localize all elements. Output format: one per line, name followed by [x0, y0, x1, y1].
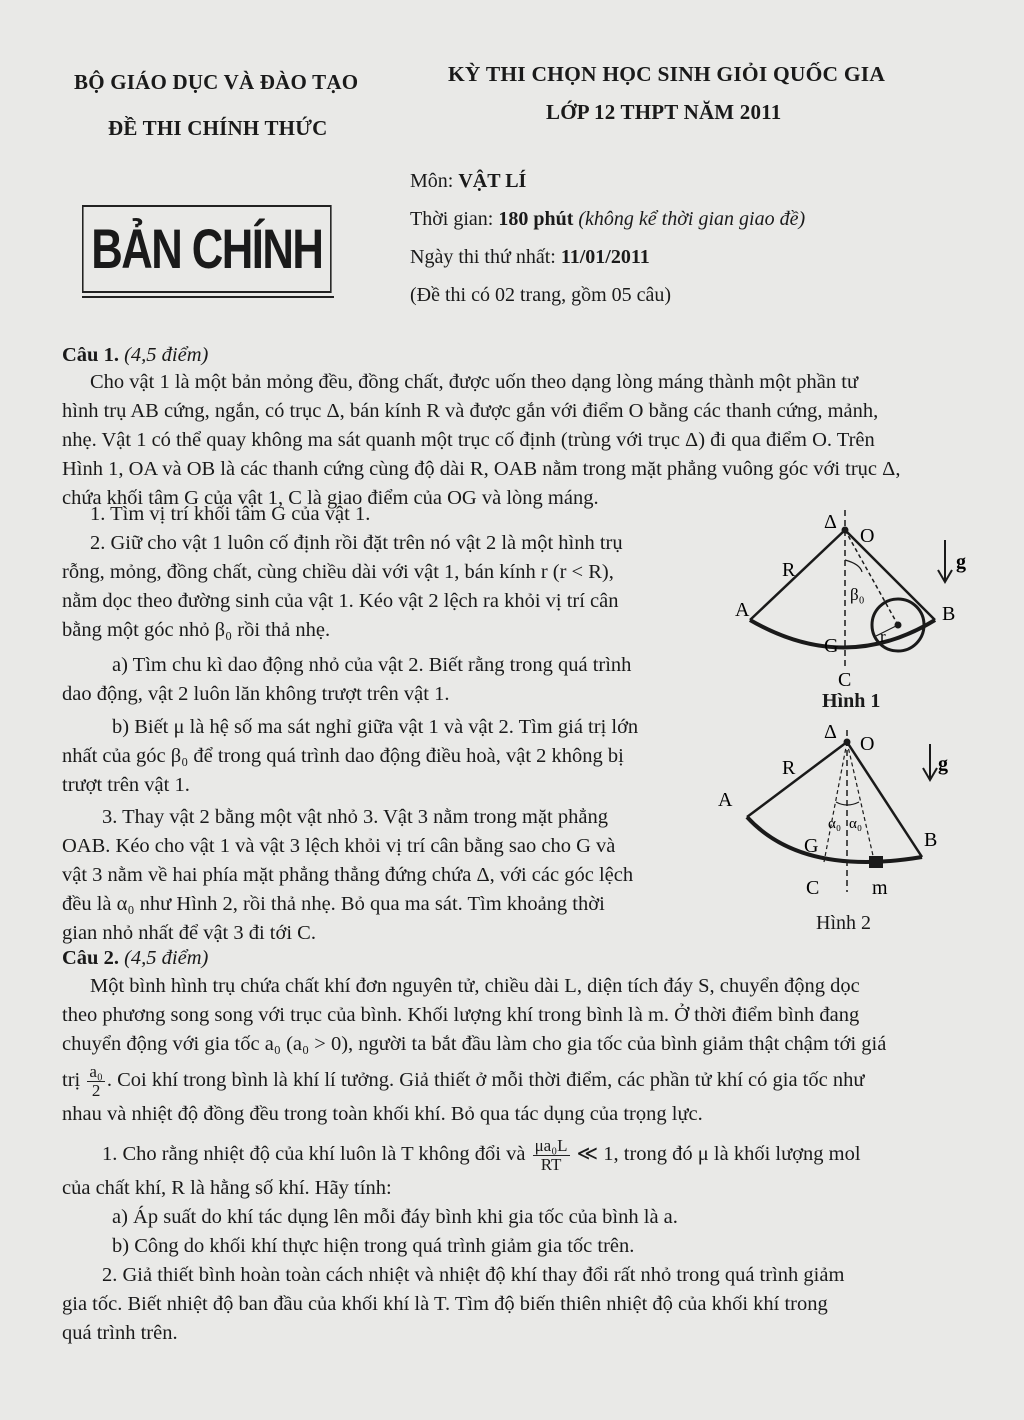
- q1-item-3-line: gian nhỏ nhất để vật 3 đi tới C.: [62, 922, 316, 944]
- time-note: (không kể thời gian giao đề): [578, 208, 806, 230]
- q2-line-fraction: [62, 1063, 972, 1100]
- q1-item-2a-line: dao động, vật 2 luôn lăn không trượt trên vật 1.: [62, 683, 450, 705]
- q1-item-2a-line: a) Tìm chu kì dao động nhỏ của vật 2. Biết rằng trong quá trình: [112, 654, 632, 676]
- q1-intro-line: hình trụ AB cứng, ngắn, có trục Δ, bán kính R và được gắn với điểm O bằng các thanh cứng, mảnh,: [62, 400, 879, 422]
- fraction-numerator: a₀: [89, 1062, 103, 1081]
- fig2-label-g-vector: g: [938, 753, 948, 775]
- fig1-label-r-big: R: [782, 559, 796, 581]
- time-value: 180 phút: [498, 208, 574, 230]
- q2-line: của chất khí, R là hằng số khí. Hãy tính:: [62, 1177, 392, 1199]
- subject-label: Môn:: [410, 170, 459, 192]
- fig1-label-g: G: [824, 635, 839, 657]
- official-label: ĐỀ THI CHÍNH THỨC: [108, 116, 328, 140]
- fig2-label-c: C: [806, 877, 820, 899]
- fig1-label-c: C: [838, 669, 852, 691]
- q1-item-2-line: rỗng, mỏng, đồng chất, cùng chiều dài với vật 1, bán kính r (r < R),: [62, 561, 614, 583]
- figure-2-caption: Hình 2: [816, 912, 871, 934]
- date-label: Ngày thi thứ nhất:: [410, 246, 561, 268]
- rod-ob: [847, 742, 922, 857]
- fraction-denominator: RT: [540, 1155, 562, 1174]
- date-line: [410, 246, 650, 269]
- q1-item-2b-line: b) Biết μ là hệ số ma sát nghỉ giữa vật 1 và vật 2. Tìm giá trị lớn: [112, 716, 639, 738]
- exam-grade: LỚP 12 THPT NĂM 2011: [546, 100, 782, 124]
- q1-item-2-line: 2. Giữ cho vật 1 luôn cố định rồi đặt trên nó vật 2 là một hình trụ: [90, 532, 623, 554]
- q1-item-3-line: 3. Thay vật 2 bằng một vật nhỏ 3. Vật 3 nằm trong mặt phẳng: [102, 806, 608, 828]
- fraction-mu-a0-l-over-rt: [533, 1137, 570, 1174]
- q1-points: (4,5 điểm): [124, 344, 209, 366]
- q2-body: [62, 972, 972, 1348]
- q1-item-2-line: nằm dọc theo đường sinh của vật 1. Kéo vật 2 lệch ra khỏi vị trí cân: [62, 590, 619, 612]
- pages-note: (Đề thi có 02 trang, gồm 05 câu): [410, 284, 672, 306]
- q1-item-3-line: vật 3 nằm về hai phía mặt phẳng thẳng đứng chứa Δ, với các góc lệch: [62, 864, 634, 886]
- fraction-a0-over-2: [87, 1063, 104, 1100]
- q2-line: chuyển động với gia tốc a₀ (a₀ > 0), người ta bắt đầu làm cho gia tốc của bình giảm thật chậm tới giá: [62, 1033, 887, 1055]
- q2-sub1b: b) Công do khối khí thực hiện trong quá trình giảm gia tốc trên.: [112, 1235, 635, 1257]
- subject-line: [410, 170, 526, 193]
- fig2-label-b: B: [924, 829, 938, 851]
- q1-item-2-line: bằng một góc nhỏ β₀ rồi thả nhẹ.: [62, 619, 331, 641]
- q1-item-3-line: OAB. Kéo cho vật 1 và vật 3 lệch khỏi vị trí cân bằng sao cho G và: [62, 835, 616, 857]
- fig1-label-delta: Δ: [824, 511, 837, 533]
- fraction-numerator: μa₀L: [534, 1136, 568, 1155]
- fraction-denominator: 2: [91, 1081, 101, 1100]
- q2-line-pre: trị: [62, 1069, 81, 1092]
- fig2-label-alpha-left: α₀: [828, 816, 842, 832]
- q2-sub1-post: ≪ 1, trong đó μ là khối lượng mol: [576, 1143, 861, 1166]
- q1-heading: [62, 341, 208, 370]
- line-om: [847, 742, 874, 860]
- q1-intro-line: nhẹ. Vật 1 có thể quay không ma sát quanh một trục cố định (trùng với trục Δ) đi qua điểm O. Trên: [62, 429, 875, 451]
- fig1-label-r-small: r: [880, 627, 886, 646]
- stamp-underline: [82, 296, 334, 298]
- ministry-name: BỘ GIÁO DỤC VÀ ĐÀO TẠO: [74, 70, 359, 94]
- fig1-label-b: B: [942, 603, 956, 625]
- rod-ob: [845, 530, 935, 620]
- fig2-label-delta: Δ: [824, 722, 837, 743]
- fig2-label-r: R: [782, 757, 796, 779]
- q2-line-post: . Coi khí trong bình là khí lí tưởng. Giả thiết ở mỗi thời điểm, các phần tử khí có gia tốc như: [106, 1069, 865, 1092]
- fig2-label-a: A: [718, 789, 733, 811]
- fig2-label-o: O: [860, 733, 875, 755]
- fig2-label-m: m: [872, 877, 888, 899]
- q1-title: Câu 1.: [62, 344, 119, 366]
- pivot-o: [842, 527, 848, 533]
- q2-sub2-line: quá trình trên.: [62, 1322, 178, 1344]
- q2-sub1-line: [62, 1137, 972, 1174]
- q1-intro: [62, 368, 972, 513]
- mass-m: [869, 856, 883, 868]
- cylinder-center: [895, 622, 901, 628]
- figure-1-caption: Hình 1: [822, 690, 881, 712]
- q2-title: Câu 2.: [62, 947, 119, 969]
- figure-1-diagram: [720, 500, 980, 720]
- rod-oa: [750, 530, 845, 620]
- q1-item-1: 1. Tìm vị trí khối tâm G của vật 1.: [90, 503, 371, 525]
- subject-value: VẬT LÍ: [458, 170, 527, 192]
- rod-oa: [747, 742, 847, 817]
- time-line: [410, 208, 805, 231]
- official-copy-stamp: BẢN CHÍNH: [82, 205, 332, 293]
- pivot-o: [844, 739, 850, 745]
- fig1-label-beta: β₀: [850, 585, 865, 604]
- date-value: 11/01/2011: [560, 246, 650, 268]
- q2-heading: [62, 944, 208, 973]
- trough-arc: [750, 620, 935, 648]
- q1-item-2b-line: trượt trên vật 1.: [62, 774, 190, 796]
- exam-title: KỲ THI CHỌN HỌC SINH GIỎI QUỐC GIA: [448, 62, 886, 86]
- q2-sub1-pre: 1. Cho rằng nhiệt độ của khí luôn là T không đổi và: [102, 1143, 526, 1166]
- q2-sub2-line: 2. Giả thiết bình hoàn toàn cách nhiệt và nhiệt độ khí thay đổi rất nhỏ trong quá trình giảm: [102, 1264, 845, 1286]
- fig1-label-g-vector: g: [956, 551, 966, 573]
- line-og: [824, 742, 847, 862]
- q1-items: [62, 500, 704, 948]
- q2-line: nhau và nhiệt độ đồng đều trong toàn khối khí. Bỏ qua tác dụng của trọng lực.: [62, 1103, 703, 1125]
- fig2-label-alpha-right: α₀: [849, 816, 863, 832]
- q1-intro-line: Cho vật 1 là một bản mỏng đều, đồng chất, được uốn theo dạng lòng máng thành một phần tư: [90, 371, 859, 393]
- q2-line: theo phương song song với trục của bình. Khối lượng khí trong bình là m. Ở thời điểm bình đang: [62, 1004, 860, 1026]
- q2-line: Một bình hình trụ chứa chất khí đơn nguyên tử, chiều dài L, diện tích đáy S, chuyển động dọc: [90, 975, 860, 997]
- fig1-label-o: O: [860, 525, 875, 547]
- q2-sub2-line: gia tốc. Biết nhiệt độ ban đầu của khối khí là T. Tìm độ biến thiên nhiệt độ của khối khí trong: [62, 1293, 828, 1315]
- q1-intro-line: Hình 1, OA và OB là các thanh cứng cùng độ dài R, OAB nằm trong mặt phẳng vuông góc với trục Δ,: [62, 458, 901, 480]
- q2-points: (4,5 điểm): [124, 947, 209, 969]
- time-label: Thời gian:: [410, 208, 499, 230]
- figure-2-diagram: [712, 722, 972, 912]
- q1-intro-line: chứa khối tâm G của vật 1, C là giao điểm của OG và lòng máng.: [62, 487, 599, 509]
- beta-arc: [845, 560, 862, 572]
- fig2-label-g: G: [804, 835, 819, 857]
- q1-item-2b-line: nhất của góc β₀ để trong quá trình dao động điều hoà, vật 2 không bị: [62, 745, 624, 767]
- fig1-label-a: A: [735, 599, 750, 621]
- q1-item-3-line: đều là α₀ như Hình 2, rồi thả nhẹ. Bỏ qua ma sát. Tìm khoảng thời: [62, 893, 605, 915]
- q2-sub1a: a) Áp suất do khí tác dụng lên mỗi đáy bình khi gia tốc của bình là a.: [112, 1206, 678, 1228]
